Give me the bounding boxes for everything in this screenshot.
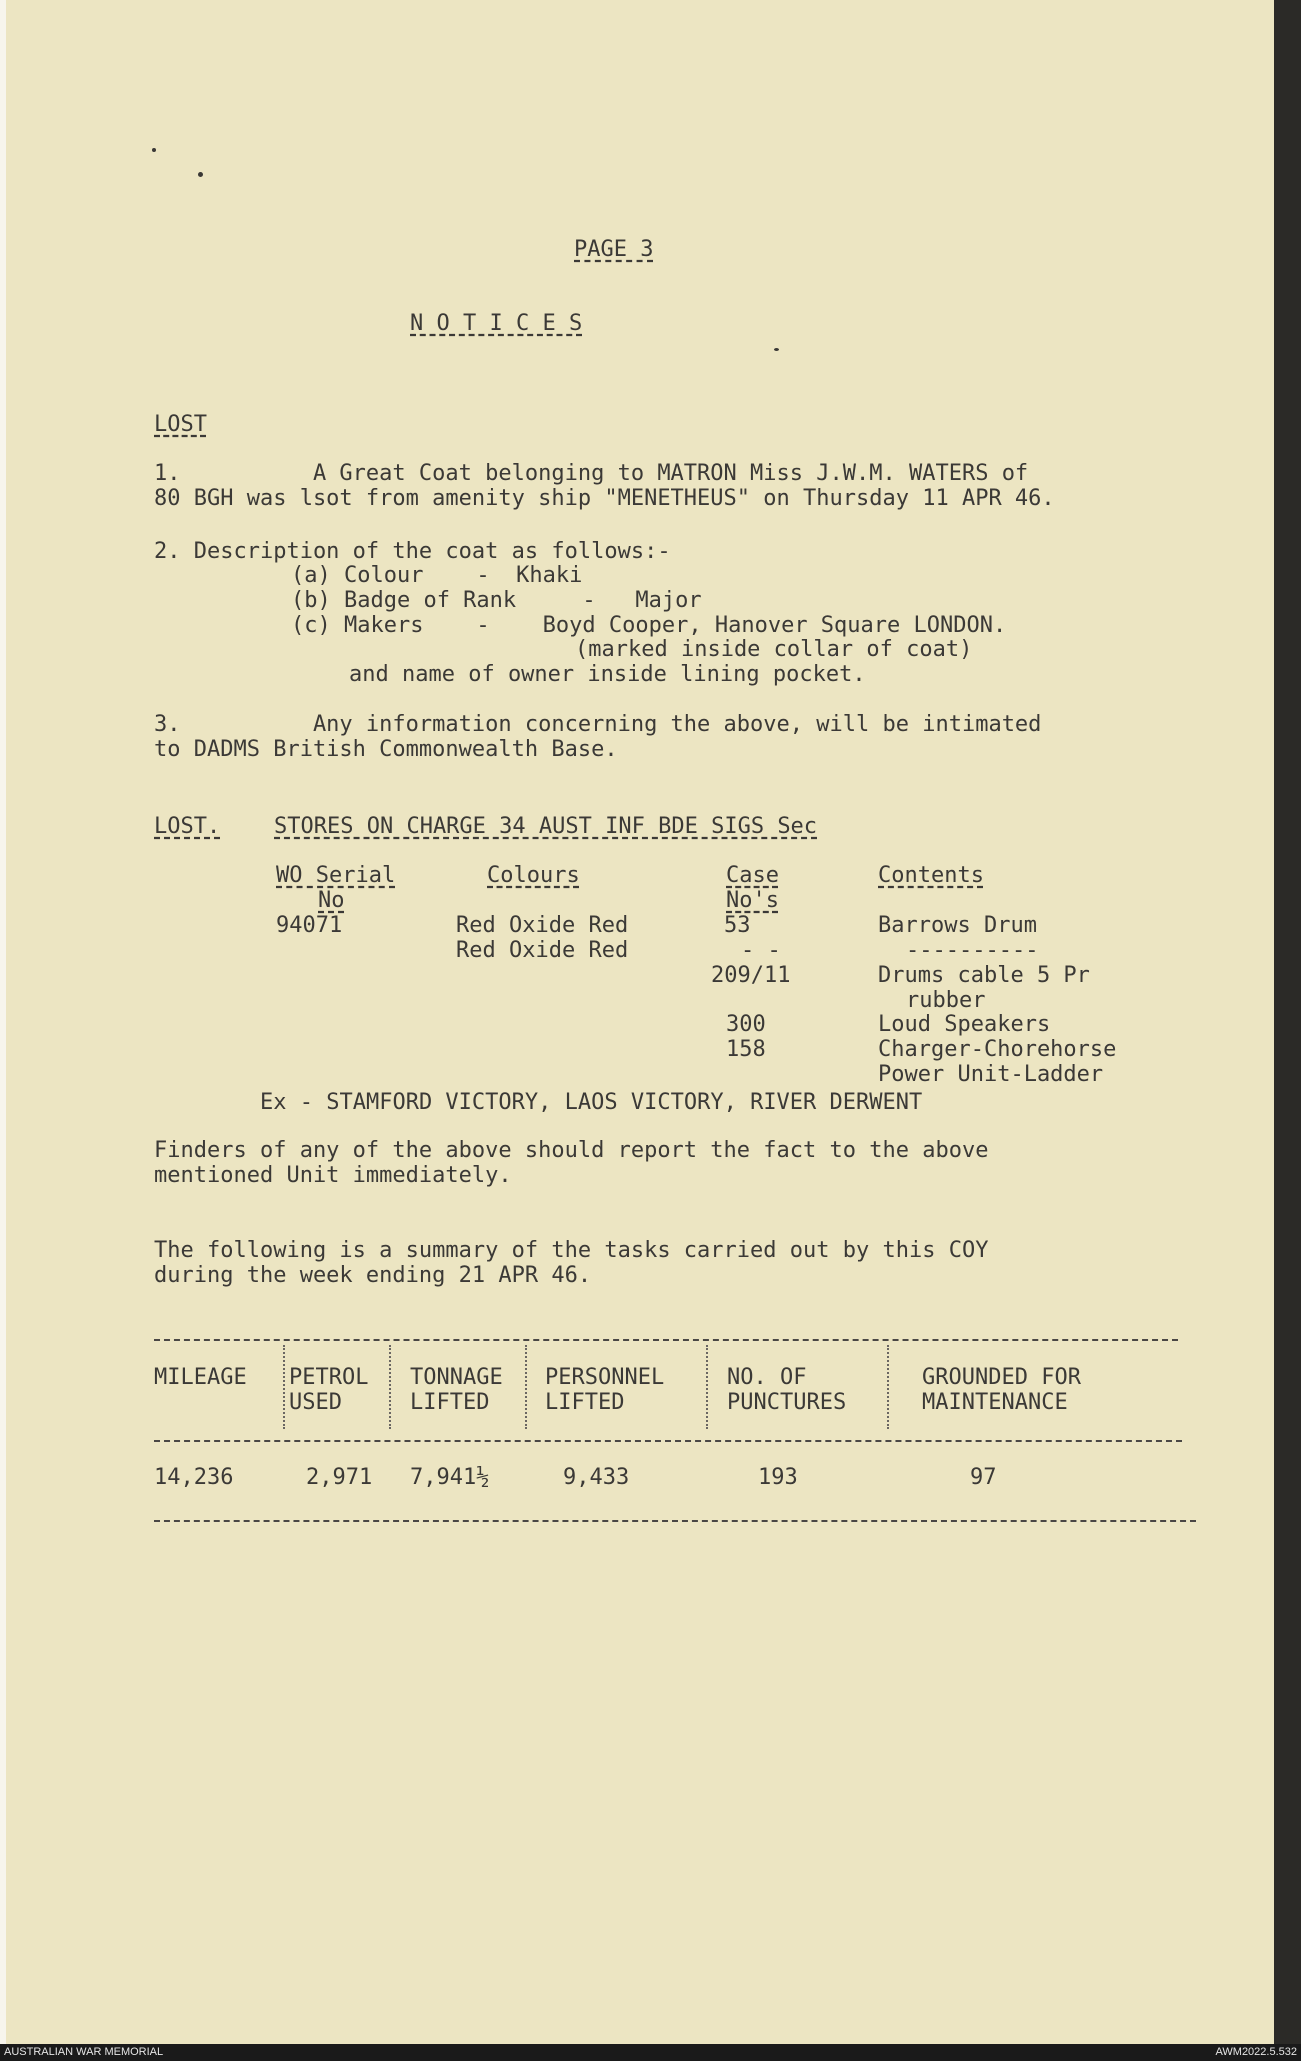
ships-list: Ex - STAMFORD VICTORY, LAOS VICTORY, RIVER DERWENT [260,1090,923,1115]
column-header-serial: WO Serial [276,863,396,888]
table-cell-colour: Red Oxide Red [456,938,629,963]
column-separator [706,1345,708,1429]
summary-intro-line-1: The following is a summary of the tasks carried out by this COY [154,1238,989,1263]
column-header-case: Case [726,863,779,888]
summary-value-punctures: 193 [758,1465,798,1490]
notice-paragraph-3-line-2: to DADMS British Commonwealth Base. [154,737,618,762]
archive-footer [0,2044,1301,2061]
summary-header-tonnage: TONNAGE [410,1365,503,1390]
paper-speck [774,348,779,351]
coat-colour: (a) Colour - Khaki [291,563,583,588]
document-page [6,0,1274,2044]
summary-value-mileage: 14,236 [154,1465,234,1490]
paper-speck [152,148,156,152]
column-separator [389,1345,391,1429]
table-cell-contents: Drums cable 5 Pr [878,963,1090,988]
table-cell-contents: Power Unit-Ladder [878,1062,1104,1087]
summary-value-grounded: 97 [970,1465,997,1490]
column-separator [283,1345,285,1429]
page-title: N O T I C E S [410,311,583,336]
column-header-case-nos: No's [726,888,779,913]
notice-paragraph-1-line-2: 80 BGH was lsot from amenity ship "MENETHEUS" on Thursday 11 APR 46. [154,486,1055,511]
summary-header-personnel: PERSONNEL [545,1365,665,1390]
scan-edge [1274,0,1301,2044]
summary-header-tonnage-lifted: LIFTED [410,1390,490,1415]
coat-owner-note: and name of owner inside lining pocket. [349,662,866,687]
page-number: PAGE 3 [574,237,654,262]
table-cell-case: 158 [726,1037,766,1062]
summary-header-grounded: GROUNDED FOR [922,1365,1081,1390]
summary-header-grounded-maintenance: MAINTENANCE [922,1390,1068,1415]
table-cell-colour: Red Oxide Red [456,913,629,938]
table-cell-case: 300 [726,1012,766,1037]
summary-header-mileage: MILEAGE [154,1365,247,1390]
footer-source: AUSTRALIAN WAR MEMORIAL [4,2046,164,2058]
summary-header-petrol-used: USED [289,1390,342,1415]
summary-header-petrol: PETROL [289,1365,369,1390]
notice-paragraph-1-line-1: 1. A Great Coat belonging to MATRON Miss J.W.M. WATERS of [154,461,1029,486]
column-header-colours: Colours [487,863,580,888]
column-header-contents: Contents [878,863,984,888]
table-cell-contents: Charger-Chorehorse [878,1037,1117,1062]
column-separator [525,1345,527,1429]
table-cell-case: 53 [724,913,751,938]
table-cell-contents: Barrows Drum [878,913,1037,938]
coat-makers-note: (marked inside collar of coat) [575,637,973,662]
section-heading-lost: LOST [154,412,207,437]
coat-badge: (b) Badge of Rank - Major [291,588,702,613]
summary-value-personnel: 9,433 [563,1465,630,1490]
table-cell-serial: 94071 [276,913,343,938]
stores-subheading: STORES ON CHARGE 34 AUST INF BDE SIGS Sec [274,814,818,839]
summary-intro-line-2: during the week ending 21 APR 46. [154,1263,592,1288]
finders-note-line-1: Finders of any of the above should report the fact to the above [154,1138,989,1163]
summary-header-personnel-lifted: LIFTED [545,1390,625,1415]
summary-header-punctures-label: PUNCTURES [727,1390,847,1415]
summary-header-punctures: NO. OF [727,1365,807,1390]
summary-table-top-rule [154,1339,1178,1341]
notice-paragraph-2: 2. Description of the coat as follows:- [154,539,671,564]
column-separator [887,1345,889,1429]
summary-value-tonnage: 7,941½ [410,1465,490,1490]
summary-table-bottom-rule [154,1520,1196,1522]
table-cell-contents: Loud Speakers [878,1012,1051,1037]
notice-paragraph-3-line-1: 3. Any information concerning the above, will be intimated [154,712,1042,737]
table-cell-case: - - [741,938,781,963]
coat-makers: (c) Makers - Boyd Cooper, Hanover Square LONDON. [291,613,1007,638]
section-heading-lost-stores: LOST. [154,814,221,839]
paper-speck [198,172,203,177]
summary-table-mid-rule [154,1440,1182,1442]
finders-note-line-2: mentioned Unit immediately. [154,1163,512,1188]
table-cell-contents: rubber [906,988,986,1013]
table-cell-contents: ---------- [906,938,1039,963]
summary-value-petrol: 2,971 [306,1465,373,1490]
footer-reference: AWM2022.5.532 [1215,2046,1297,2058]
column-header-serial-no: No [318,888,345,913]
table-cell-case: 209/11 [711,963,791,988]
